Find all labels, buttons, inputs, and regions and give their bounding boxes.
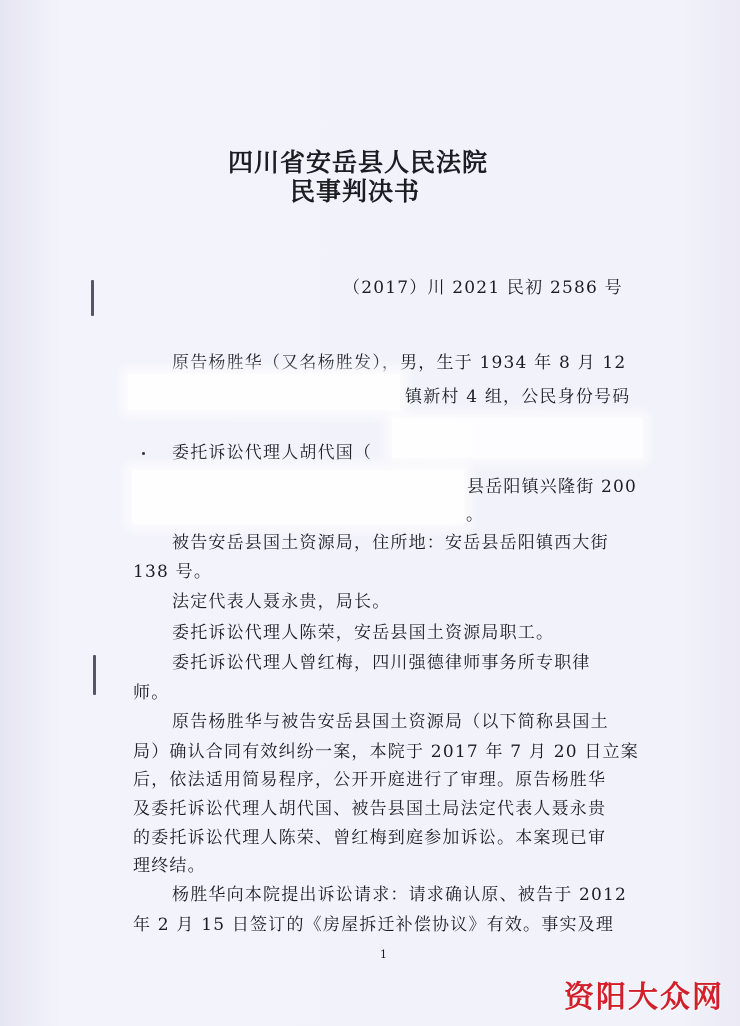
body-line: 年 2 月 15 日签订的《房屋拆迁补偿协议》有效。事实及理	[133, 915, 615, 935]
body-line: 被告安岳县国土资源局，住所地：安岳县岳阳镇西大街	[172, 533, 609, 553]
court-name: 四川省安岳县人民法院	[228, 148, 489, 177]
body-line: 县岳阳镇兴隆街 200	[467, 477, 638, 497]
body-line: 师。	[133, 683, 170, 703]
body-line: 的委托诉讼代理人陈荣、曾红梅到庭参加诉讼。本案现已审	[133, 828, 607, 848]
document-type: 民事判决书	[290, 177, 421, 206]
body-line: 理终结。	[133, 856, 206, 876]
body-line: 法定代表人聂永贵，局长。	[172, 592, 391, 612]
body-line: 镇新村 4 组，公民身份号码	[405, 387, 631, 407]
body-line: 138 号。	[133, 562, 213, 582]
redaction-block	[128, 374, 400, 410]
body-line: 原告杨胜华与被告安岳县国土资源局（以下简称县国土	[172, 712, 609, 732]
site-watermark: 资阳大众网	[564, 980, 724, 1015]
redaction-block	[132, 470, 464, 524]
body-line: 原告杨胜华（又名杨胜发），男，生于 1934 年 8 月 12	[172, 353, 627, 373]
redaction-block	[392, 418, 642, 458]
body-line: 局）确认合同有效纠纷一案，本院于 2017 年 7 月 20 日立案	[133, 742, 639, 762]
body-line: 及委托诉讼代理人胡代国、被告县国土局法定代表人聂永贵	[133, 799, 607, 819]
body-line: 委托诉讼代理人曾红梅，四川强德律师事务所专职律	[172, 653, 591, 673]
body-line: 委托诉讼代理人胡代国（	[172, 443, 373, 463]
page-number: 1	[380, 948, 387, 961]
binding-mark	[93, 655, 96, 695]
body-line: 委托诉讼代理人陈荣，安岳县国土资源局职工。	[172, 623, 555, 643]
body-line: 。	[466, 505, 485, 525]
body-line: 后，依法适用简易程序，公开开庭进行了审理。原告杨胜华	[133, 770, 607, 790]
scan-dot	[142, 452, 145, 455]
binding-mark	[91, 280, 94, 316]
body-line: 杨胜华向本院提出诉讼请求：请求确认原、被告于 2012	[172, 885, 628, 905]
case-number: （2017）川 2021 民初 2586 号	[343, 278, 623, 298]
